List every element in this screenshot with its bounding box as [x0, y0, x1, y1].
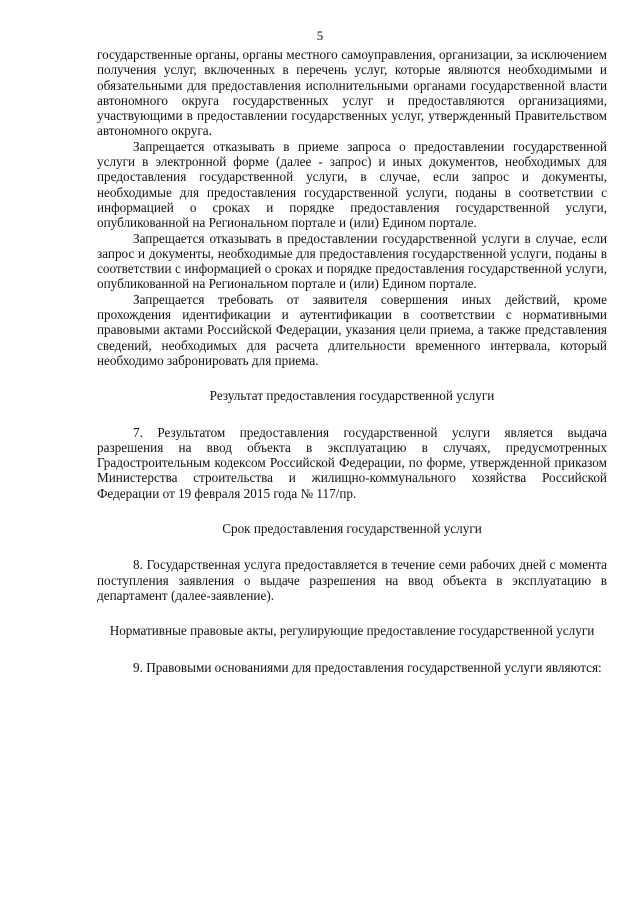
- paragraph-electronic-request: Запрещается отказывать в приеме запроса о предоставлении государственной услуги в электронной форме (далее - запрос) и иных документов, необходимых для предоставления государственной услуги, в случае, если запрос и документы, необходимые для предоставления государственной услуги, поданы в соответствии с информацией о сроках и порядке предоставления государственной услуги, опубликованной на Региональном портале и (или) Едином портале.: [97, 138, 607, 231]
- paragraph-refusal-prohibition: Запрещается отказывать в предоставлении государственной услуги в случае, если запрос и документы, необходимые для предоставления государственной услуги, поданы в соответствии с информацией о сроках и порядке предоставления государственной услуги, опубликованной на Региональном портале и (или) Едином портале.: [97, 230, 607, 292]
- document-body: [97, 47, 607, 675]
- section-heading-term: Срок предоставления государственной услуги: [222, 521, 482, 537]
- paragraph-requirements-prohibition: Запрещается требовать от заявителя совершения иных действий, кроме прохождения идентификации и аутентификации в соответствии с нормативными правовыми актами Российской Федерации, указания цели приема, а также представления сведений, необходимых для расчета длительности временного интервала, который необходимо забронировать для приема.: [97, 291, 607, 368]
- page-number: 5: [316, 28, 324, 43]
- section-heading-legal-acts: Нормативные правовые акты, регулирующие предоставление государственной услуги: [109, 623, 595, 639]
- paragraph-item-7: 7. Результатом предоставления государственной услуги является выдача разрешения на ввод объекта в эксплуатацию в случаях, предусмотренных Градостроительным кодексом Российской Федерации, по форме, утвержденной приказом Министерства строительства и жилищно-коммунального хозяйства Российской Федерации от 19 февраля 2015 года № 117/пр.: [97, 424, 607, 501]
- paragraph-continuation: государственные органы, органы местного самоуправления, организации, за исключением получения услуг, включенных в перечень услуг, которые являются необходимыми и обязательными для предоставления исполнительными органами государственной власти автономного округа государственных услуг и предоставляются организациями, участвующими в предоставлении государственных услуг, утвержденный Правительством автономного округа.: [97, 47, 607, 139]
- paragraph-item-8: 8. Государственная услуга предоставляется в течение семи рабочих дней с момента поступления заявления о выдаче разрешения на ввод объекта в эксплуатацию в департамент (далее-заявление).: [97, 557, 607, 603]
- section-heading-result: Результат предоставления государственной услуги: [209, 388, 495, 404]
- paragraph-item-9: 9. Правовыми основаниями для предоставления государственной услуги являются:: [133, 659, 602, 675]
